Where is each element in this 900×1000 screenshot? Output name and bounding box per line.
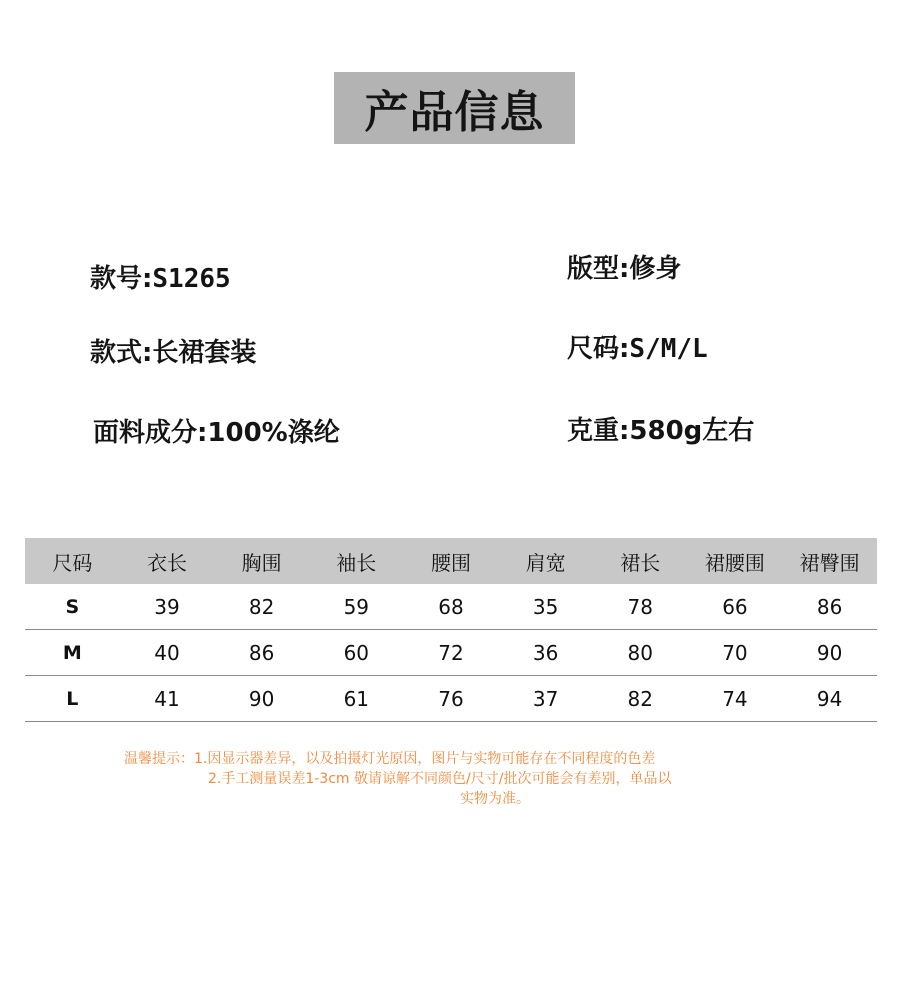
- table-cell: 36: [498, 630, 593, 676]
- table-cell: 40: [120, 630, 215, 676]
- header-length: 衣长: [120, 538, 215, 584]
- spec-style-value: 长裙套装: [152, 338, 257, 368]
- spec-weight-label: 克重:: [567, 416, 630, 446]
- spec-weight-value: 580g左右: [629, 416, 755, 446]
- spec-style-number: [90, 258, 231, 295]
- table-cell: 35: [498, 584, 593, 630]
- notice-line-1: 温馨提示：1.因显示器差异，以及拍摄灯光原因，图片与实物可能存在不同程度的色差: [124, 751, 656, 767]
- table-cell: 76: [404, 676, 499, 722]
- header-waist: 腰围: [404, 538, 499, 584]
- table-cell: 74: [688, 676, 783, 722]
- table-row: [25, 676, 877, 722]
- table-cell-size: L: [25, 676, 120, 722]
- table-cell: 41: [120, 676, 215, 722]
- spec-weight: [567, 410, 754, 447]
- spec-fit-value: 修身: [629, 254, 682, 284]
- table-row: [25, 630, 877, 676]
- size-chart-table: [25, 538, 877, 722]
- spec-style-number-value: S1265: [152, 264, 231, 294]
- spec-fit-label: 版型:: [567, 254, 630, 284]
- table-cell: 72: [404, 630, 499, 676]
- header-shoulder: 肩宽: [498, 538, 593, 584]
- table-cell: 66: [688, 584, 783, 630]
- table-row: [25, 584, 877, 630]
- table-cell: 70: [688, 630, 783, 676]
- table-cell: 82: [214, 584, 309, 630]
- table-cell: 37: [498, 676, 593, 722]
- title-banner: [334, 72, 575, 144]
- size-chart-header-row: [25, 538, 877, 584]
- table-cell: 78: [593, 584, 688, 630]
- table-cell: 82: [593, 676, 688, 722]
- header-sleeve: 袖长: [309, 538, 404, 584]
- spec-fabric: [93, 412, 340, 449]
- table-cell: 60: [309, 630, 404, 676]
- spec-size-label: 尺码:: [567, 334, 630, 364]
- table-cell-size: M: [25, 630, 120, 676]
- table-cell: 90: [782, 630, 877, 676]
- table-cell: 80: [593, 630, 688, 676]
- spec-fit: [567, 248, 681, 285]
- table-cell: 39: [120, 584, 215, 630]
- spec-style-number-label: 款号:: [90, 264, 153, 294]
- page-title: 产品信息: [364, 87, 545, 138]
- header-skirt-hip: 裙臀围: [782, 538, 877, 584]
- header-skirt-length: 裙长: [593, 538, 688, 584]
- spec-style-label: 款式:: [90, 338, 153, 368]
- table-cell: 94: [782, 676, 877, 722]
- table-cell: 90: [214, 676, 309, 722]
- table-cell: 61: [309, 676, 404, 722]
- header-size: 尺码: [25, 538, 120, 584]
- spec-style: [90, 332, 256, 369]
- table-cell: 86: [782, 584, 877, 630]
- table-cell-size: S: [25, 584, 120, 630]
- spec-fabric-value: 100%涤纶: [207, 418, 340, 448]
- spec-size-value: S/M/L: [629, 334, 708, 364]
- table-cell: 59: [309, 584, 404, 630]
- spec-fabric-label: 面料成分:: [93, 418, 208, 448]
- notice-line-3: 实物为准。: [460, 791, 530, 807]
- notice-line-2: 2.手工测量误差1-3cm 敬请谅解不同颜色/尺寸/批次可能会有差别，单品以: [208, 771, 672, 787]
- header-bust: 胸围: [214, 538, 309, 584]
- header-skirt-waist: 裙腰围: [688, 538, 783, 584]
- table-cell: 68: [404, 584, 499, 630]
- spec-size: [567, 328, 708, 365]
- table-cell: 86: [214, 630, 309, 676]
